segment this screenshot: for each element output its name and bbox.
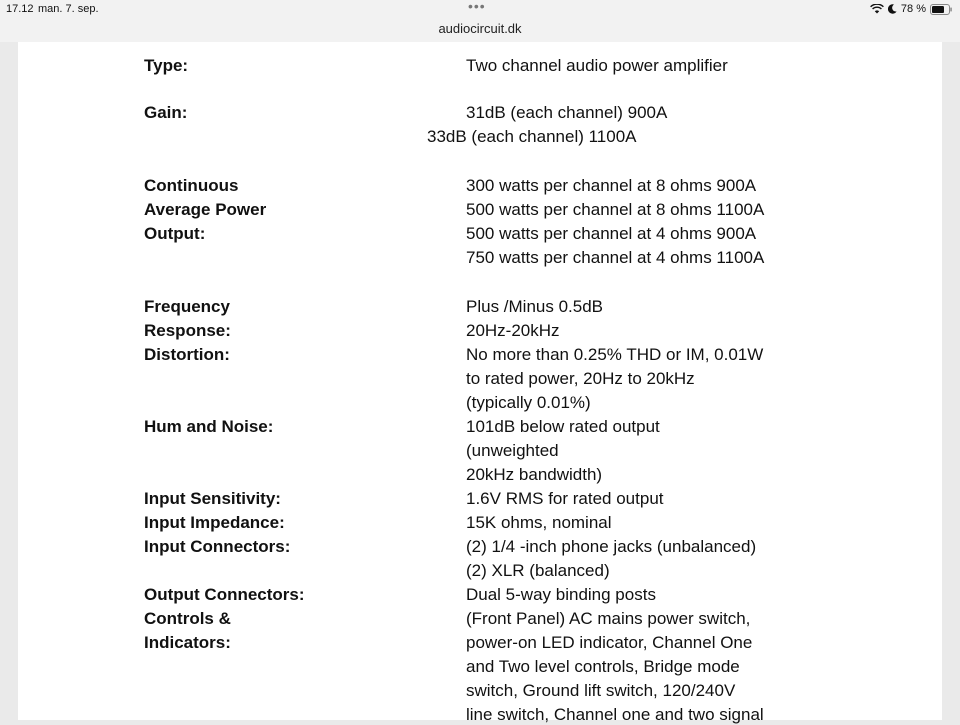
label-average-power: Average Power [144, 200, 267, 219]
status-time: 17.12 [6, 3, 34, 15]
battery-icon [930, 4, 952, 15]
value-hum-1: 101dB below rated output [466, 417, 660, 436]
status-right [870, 3, 952, 15]
label-type: Type: [144, 56, 189, 75]
value-input-connectors-1: (2) 1/4 -inch phone jacks (unbalanced) [466, 537, 757, 556]
value-controls-3: and Two level controls, Bridge mode [466, 657, 740, 676]
value-distortion-1: No more than 0.25% THD or IM, 0.01W [466, 345, 764, 364]
label-distortion: Distortion: [144, 345, 230, 364]
label-indicators: Indicators: [144, 633, 231, 652]
wifi-icon [870, 4, 884, 14]
label-output-connectors: Output Connectors: [144, 585, 305, 604]
label-hum-noise: Hum and Noise: [144, 417, 274, 436]
status-bar [0, 0, 960, 20]
value-controls-4: switch, Ground lift switch, 120/240V [466, 681, 736, 700]
value-input-sensitivity: 1.6V RMS for rated output [466, 489, 664, 508]
value-controls-5: line switch, Channel one and two signal [466, 705, 764, 724]
label-input-sensitivity: Input Sensitivity: [144, 489, 281, 508]
label-output: Output: [144, 224, 206, 243]
value-output-connectors: Dual 5-way binding posts [466, 585, 656, 604]
battery-percent: 78 % [900, 3, 926, 15]
value-hum-3: 20kHz bandwidth) [466, 465, 603, 484]
value-gain-1100a: 33dB (each channel) 1100A [427, 127, 637, 146]
value-input-connectors-2: (2) XLR (balanced) [466, 561, 610, 580]
multitasking-dots[interactable]: ••• [468, 0, 486, 14]
value-power-1: 300 watts per channel at 8 ohms 900A [466, 176, 757, 195]
value-controls-2: power-on LED indicator, Channel One [466, 633, 753, 652]
value-power-4: 750 watts per channel at 4 ohms 1100A [466, 248, 765, 267]
document-page [18, 42, 942, 724]
value-controls-1: (Front Panel) AC mains power switch, [466, 609, 751, 628]
value-power-3: 500 watts per channel at 4 ohms 900A [466, 224, 757, 243]
value-gain-900a: 31dB (each channel) 900A [466, 103, 668, 122]
label-response: Response: [144, 321, 231, 340]
value-distortion-3: (typically 0.01%) [466, 393, 591, 412]
label-input-impedance: Input Impedance: [144, 513, 285, 532]
label-gain: Gain: [144, 103, 188, 122]
url-text: audiocircuit.dk [438, 21, 522, 36]
value-type: Two channel audio power amplifier [466, 56, 728, 75]
value-hum-2: (unweighted [466, 441, 559, 460]
label-frequency: Frequency [144, 297, 230, 316]
label-controls: Controls & [144, 609, 231, 628]
address-bar[interactable] [0, 20, 960, 42]
value-frequency: Plus /Minus 0.5dB [466, 297, 604, 316]
label-continuous: Continuous [144, 176, 239, 195]
label-input-connectors: Input Connectors: [144, 537, 291, 556]
value-input-impedance: 15K ohms, nominal [466, 513, 612, 532]
spec-sheet [18, 42, 942, 724]
moon-icon [888, 4, 897, 14]
value-distortion-2: to rated power, 20Hz to 20kHz [466, 369, 695, 388]
status-date: man. 7. sep. [38, 3, 99, 15]
value-response: 20Hz-20kHz [466, 321, 560, 340]
value-power-2: 500 watts per channel at 8 ohms 1100A [466, 200, 765, 219]
